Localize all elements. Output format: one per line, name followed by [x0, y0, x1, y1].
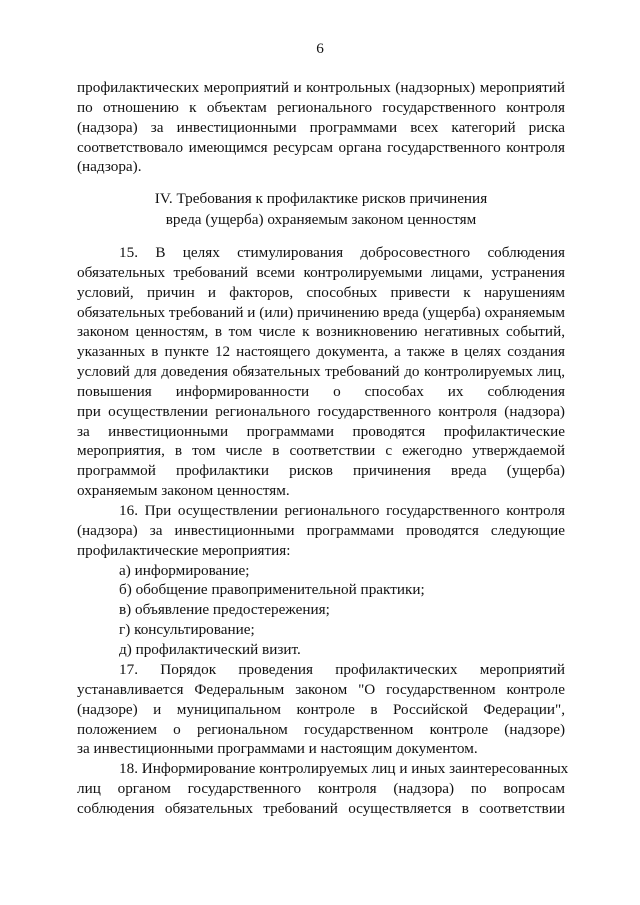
- text-line: положением о региональном государственном контроле (надзоре): [77, 720, 565, 738]
- text-line: профилактических мероприятий и контрольных (надзорных) мероприятий: [77, 79, 565, 96]
- text-line: условий, причин и факторов, способных привести к нарушениям: [77, 283, 565, 301]
- list-item: г) консультирование;: [119, 621, 255, 639]
- section-heading: [77, 189, 565, 230]
- text-line: 17. Порядок проведения профилактических мероприятий: [119, 661, 565, 678]
- text-line: обязательных требований всеми контролируемыми лицами, устранения: [77, 263, 565, 281]
- paragraph-17: [77, 660, 565, 759]
- text-line: указанных в пункте 12 настоящего документа, а также в целях создания: [77, 343, 565, 361]
- text-line: охраняемым законом ценностям.: [77, 482, 290, 500]
- paragraph-16: [77, 501, 565, 660]
- paragraph-15: [77, 243, 565, 501]
- text-line: соответствовало имеющимся ресурсам органа государственного контроля: [77, 138, 565, 156]
- text-line: программой профилактики рисков причинения вреда (ущерба): [77, 462, 565, 480]
- text-line: условий для доведения обязательных требований до контролируемых лиц,: [77, 363, 565, 381]
- text-line: мероприятия, в том числе в соответствии с ежегодно утверждаемой: [77, 442, 565, 460]
- text-line: 15. В целях стимулирования добросовестного соблюдения: [119, 244, 565, 261]
- text-line: законом ценностям, в том числе к возникновению негативных событий,: [77, 323, 565, 341]
- heading-line: IV. Требования к профилактике рисков причинения: [154, 190, 488, 207]
- text-line: устанавливается Федеральным законом "О государственном контроле: [77, 680, 565, 698]
- paragraph-18: [77, 759, 569, 819]
- text-line: 16. При осуществлении регионального государственного контроля: [119, 502, 565, 519]
- text-line: (надзора) за инвестиционными программами проводятся следующие: [77, 521, 565, 539]
- text-line: обязательных требований и (или) причинению вреда (ущерба) охраняемым: [77, 303, 565, 321]
- text-line: профилактические мероприятия:: [77, 541, 291, 559]
- list-item: в) объявление предостережения;: [119, 601, 330, 619]
- heading-line: вреда (ущерба) охраняемым законом ценностям: [165, 210, 477, 228]
- list-item: а) информирование;: [119, 561, 250, 579]
- list-item: б) обобщение правоприменительной практики;: [119, 581, 425, 599]
- list-item: д) профилактический визит.: [119, 640, 301, 658]
- text-line: (надзоре) и муниципальном контроле в Российской Федерации",: [77, 700, 565, 718]
- text-line: соблюдения обязательных требований осуществляется в соответствии: [77, 799, 565, 817]
- text-line: по отношению к объектам регионального государственного контроля: [77, 98, 565, 116]
- text-line: за инвестиционными программами проводятся профилактические: [77, 422, 565, 440]
- text-line: (надзора).: [77, 158, 142, 176]
- text-line: повышения информированности о способах их соблюдения: [77, 382, 565, 400]
- text-line: 18. Информирование контролируемых лиц и иных заинтересованных: [119, 760, 569, 777]
- text-line: лиц органом государственного контроля (надзора) по вопросам: [77, 779, 565, 797]
- page-number: 6: [316, 40, 324, 57]
- text-line: при осуществлении регионального государственного контроля (надзора): [77, 402, 565, 420]
- text-line: за инвестиционными программами и настоящим документом.: [77, 740, 478, 758]
- continuation-paragraph: [77, 78, 565, 177]
- text-line: (надзора) за инвестиционными программами всех категорий риска: [77, 118, 565, 136]
